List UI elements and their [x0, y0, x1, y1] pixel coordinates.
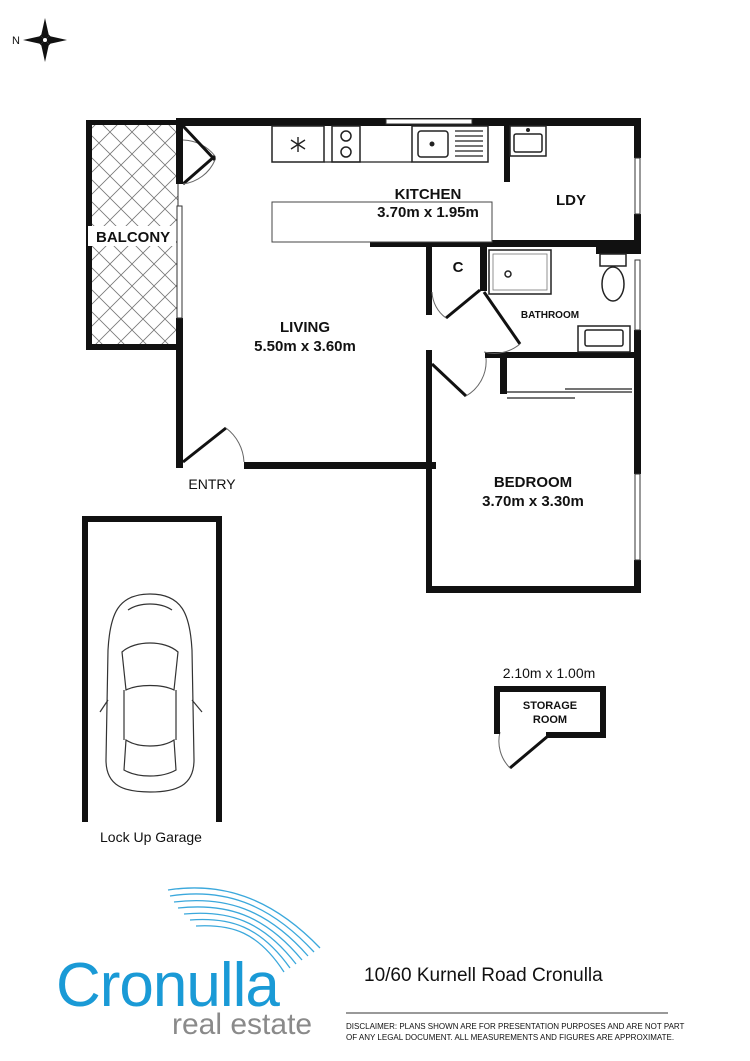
disclaimer-line-2: OF ANY LEGAL DOCUMENT. ALL MEASUREMENTS AND FIGURES ARE APPROXIMATE. — [346, 1033, 675, 1042]
bathroom-window — [635, 260, 640, 330]
bedroom-window — [635, 474, 640, 560]
garage-label: Lock Up Garage — [100, 829, 202, 845]
laundry-label: LDY — [556, 192, 586, 209]
compass-rose-icon — [12, 18, 67, 62]
logo-sub-text: real estate — [172, 1008, 313, 1041]
bedroom-size: 3.70m x 3.30m — [482, 493, 584, 510]
bathroom-fixtures — [489, 250, 630, 352]
kitchen-size: 3.70m x 1.95m — [377, 204, 479, 221]
living-size: 5.50m x 3.60m — [254, 338, 356, 355]
bathroom-label: BATHROOM — [520, 310, 580, 321]
living-label: LIVING — [279, 319, 331, 336]
property-address: 10/60 Kurnell Road Cronulla — [364, 965, 603, 986]
cupboard-label: C — [452, 259, 464, 276]
laundry-window — [635, 158, 640, 214]
disclaimer-line-1: DISCLAIMER: PLANS SHOWN ARE FOR PRESENTATION PURPOSES AND ARE NOT PART — [346, 1022, 685, 1031]
entry-label: ENTRY — [188, 476, 236, 492]
cronulla-logo — [56, 888, 320, 1041]
storage-label-line2: ROOM — [532, 714, 568, 726]
car-icon — [100, 594, 202, 792]
garage — [82, 516, 222, 845]
kitchen-window — [386, 119, 472, 124]
kitchen-label: KITCHEN — [394, 186, 462, 203]
bedroom-label: BEDROOM — [493, 474, 573, 491]
balcony-area — [86, 120, 182, 350]
toilet-icon — [600, 254, 626, 301]
storage-label-line1: STORAGE — [522, 700, 578, 712]
balcony-window — [177, 206, 182, 318]
storage-size: 2.10m x 1.00m — [502, 665, 596, 681]
storage-room — [494, 665, 606, 738]
compass-north-letter: N — [12, 35, 20, 47]
balcony-label: BALCONY — [96, 229, 171, 246]
shower-icon — [489, 250, 551, 294]
logo-main-text: Cronulla — [56, 951, 279, 1020]
